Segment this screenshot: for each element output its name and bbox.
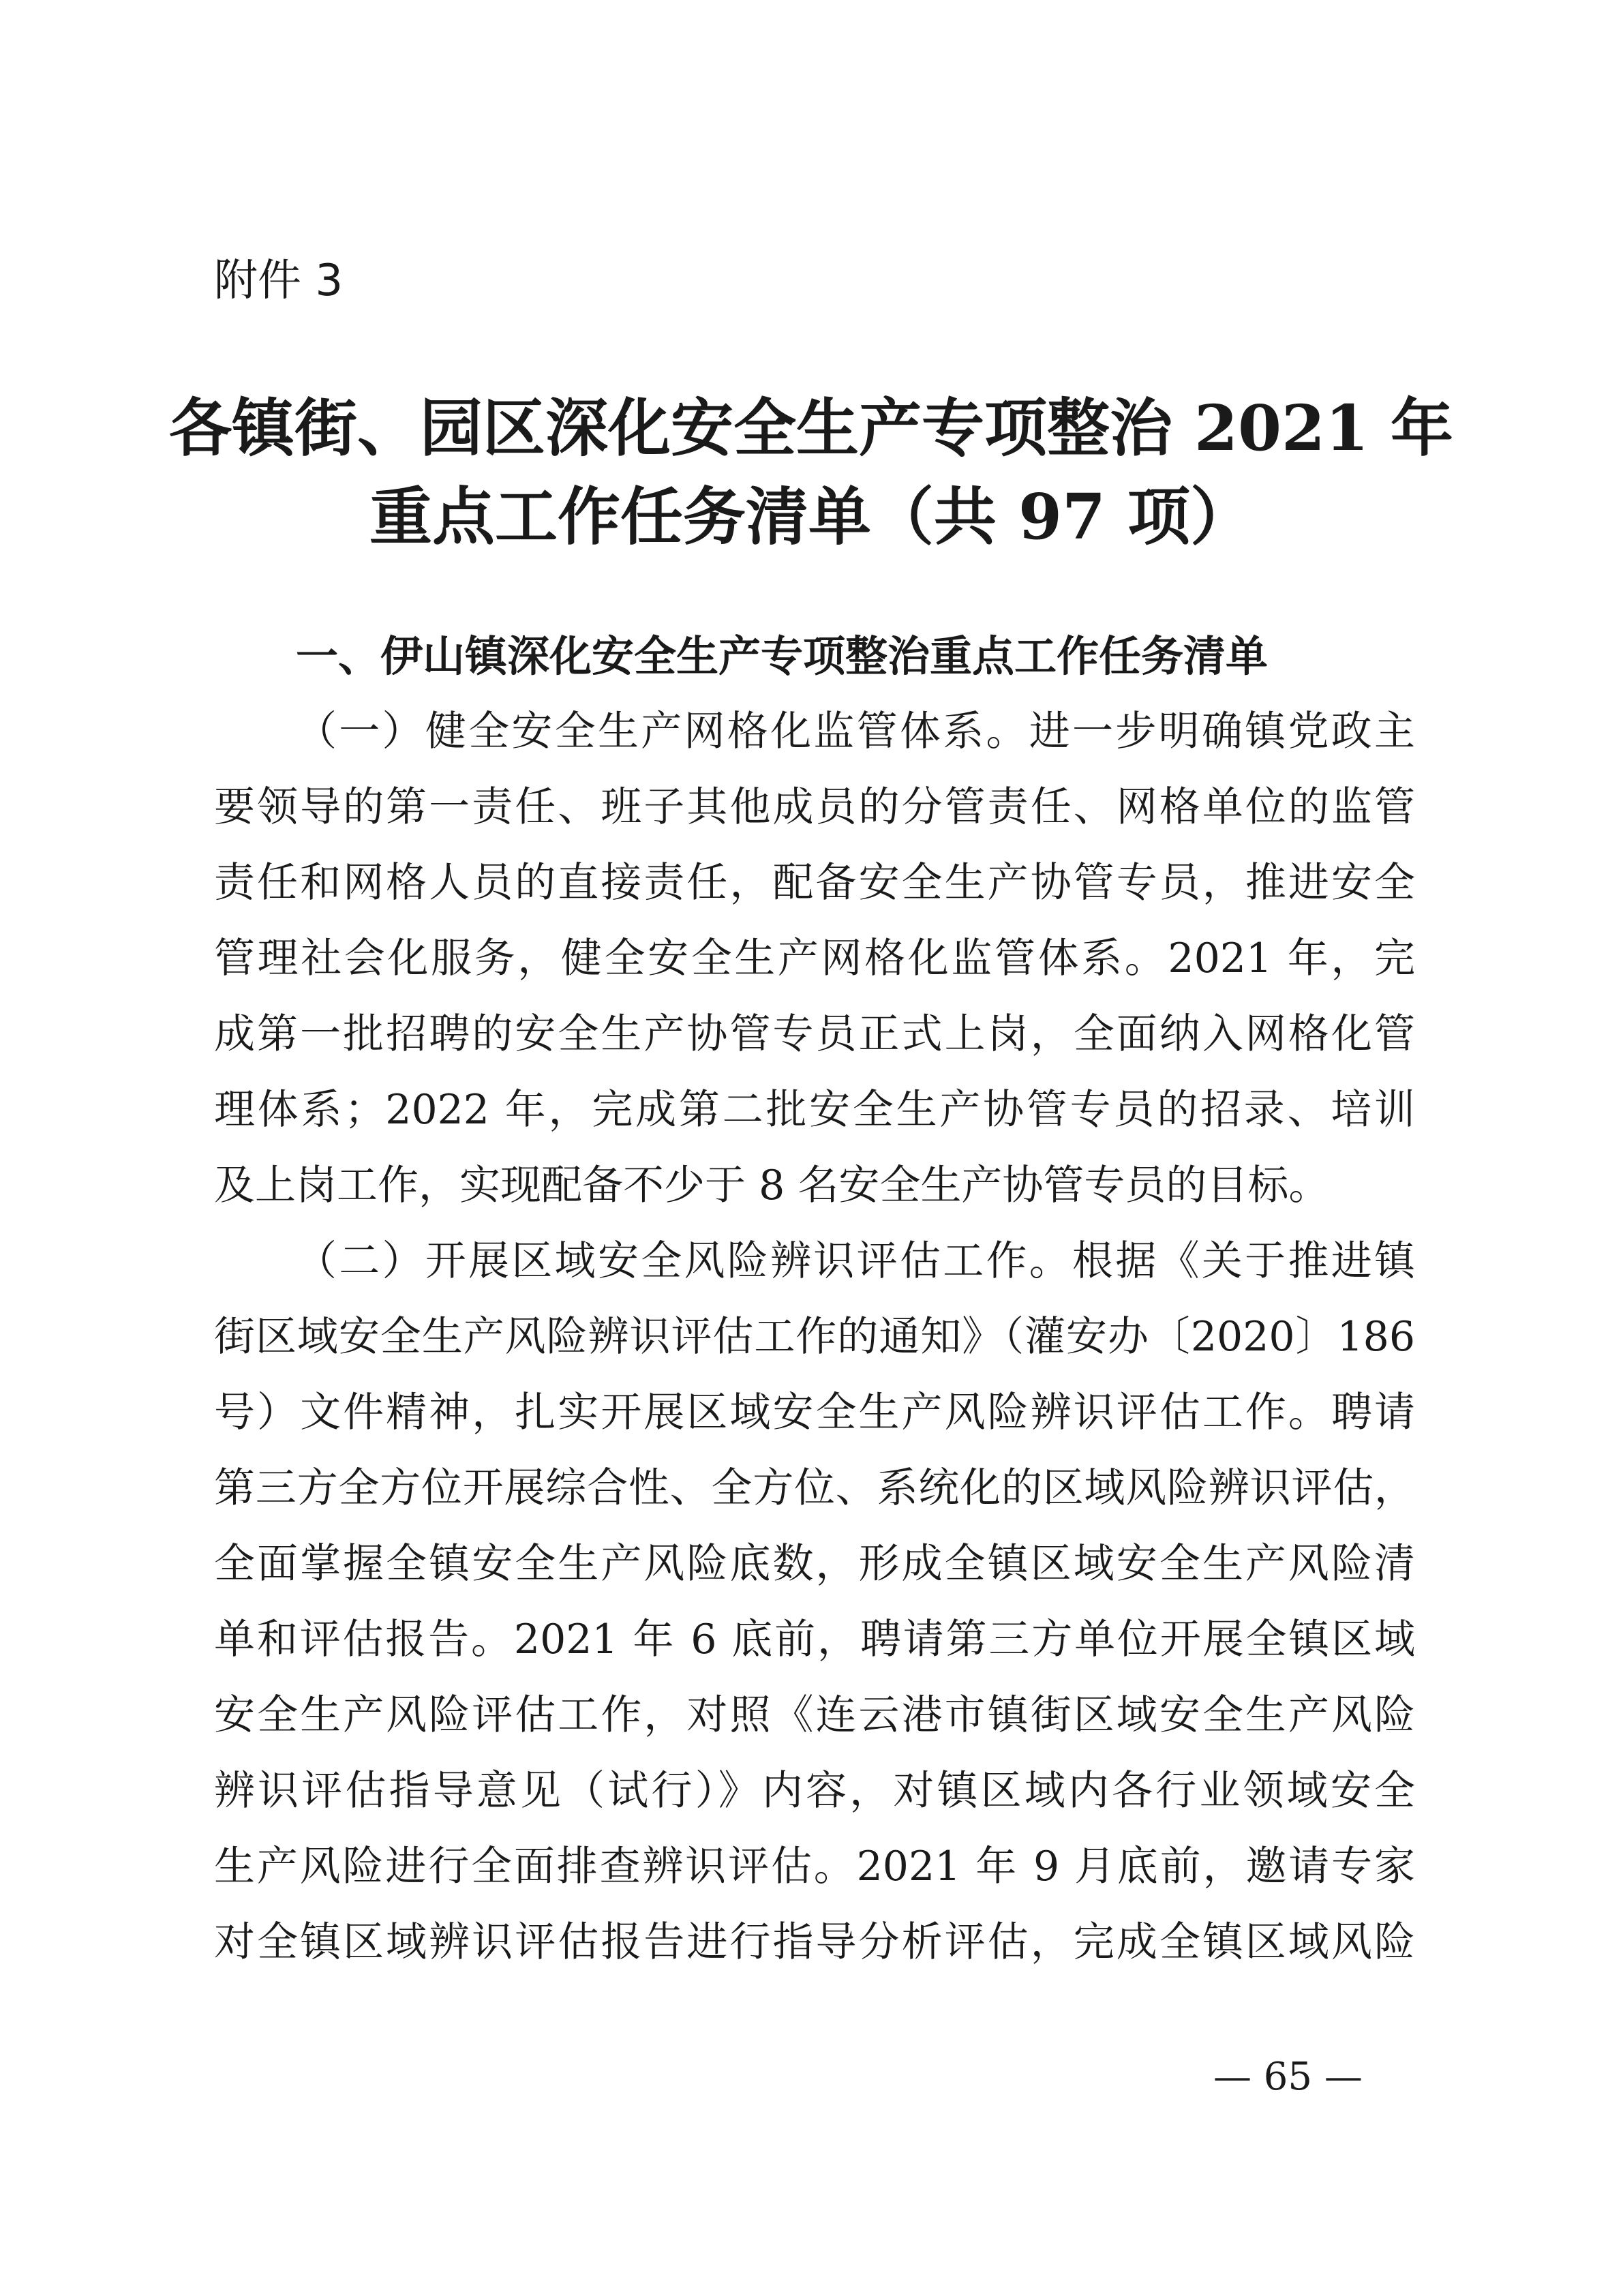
page-number: — 65 — — [1213, 2055, 1363, 2099]
attachment-label: 附件 3 — [214, 256, 344, 306]
section-heading: 一、伊山镇深化安全生产专项整治重点工作任务清单 — [296, 631, 1269, 681]
paragraph-2-line-5: 全面掌握全镇安全生产风险底数，形成全镇区域安全生产风险清 — [214, 1540, 1415, 1588]
paragraph-1-line-1: （一）健全安全生产网格化监管体系。进一步明确镇党政主 — [296, 708, 1415, 755]
paragraph-2-line-10: 对全镇区域辨识评估报告进行指导分析评估，完成全镇区域风险 — [214, 1918, 1415, 1966]
document-title-line-1: 各镇街、园区深化安全生产专项整治 2021 年 — [168, 391, 1454, 465]
paragraph-2-line-3: 号）文件精神，扎实开展区域安全生产风险辨识评估工作。聘请 — [214, 1389, 1415, 1436]
paragraph-2-line-2: 街区域安全生产风险辨识评估工作的通知》（灌安办〔2020〕186 — [214, 1313, 1415, 1361]
paragraph-2-line-9: 生产风险进行全面排查辨识评估。2021 年 9 月底前，邀请专家 — [214, 1843, 1415, 1890]
paragraph-2-line-4: 第三方全方位开展综合性、全方位、系统化的区域风险辨识评估， — [214, 1464, 1415, 1512]
paragraph-2-line-6: 单和评估报告。2021 年 6 底前，聘请第三方单位开展全镇区域 — [214, 1616, 1415, 1663]
paragraph-2-line-8: 辨识评估指导意见（试行）》内容，对镇区域内各行业领域安全 — [214, 1767, 1415, 1815]
paragraph-1-line-7: 及上岗工作，实现配备不少于 8 名安全生产协管专员的目标。 — [214, 1162, 1330, 1209]
paragraph-1-line-3: 责任和网格人员的直接责任，配备安全生产协管专员，推进安全 — [214, 859, 1415, 907]
paragraph-1-line-2: 要领导的第一责任、班子其他成员的分管责任、网格单位的监管 — [214, 783, 1415, 831]
paragraph-1-line-6: 理体系；2022 年，完成第二批安全生产协管专员的招录、培训 — [214, 1086, 1415, 1134]
paragraph-1-line-5: 成第一批招聘的安全生产协管专员正式上岗，全面纳入网格化管 — [214, 1010, 1415, 1058]
paragraph-2-line-7: 安全生产风险评估工作，对照《连云港市镇街区域安全生产风险 — [214, 1691, 1415, 1739]
paragraph-2-line-1: （二）开展区域安全风险辨识评估工作。根据《关于推进镇 — [296, 1237, 1415, 1285]
document-title-line-2: 重点工作任务清单（共 97 项） — [369, 480, 1254, 554]
paragraph-1-line-4: 管理社会化服务，健全安全生产网格化监管体系。2021 年，完 — [214, 935, 1415, 982]
